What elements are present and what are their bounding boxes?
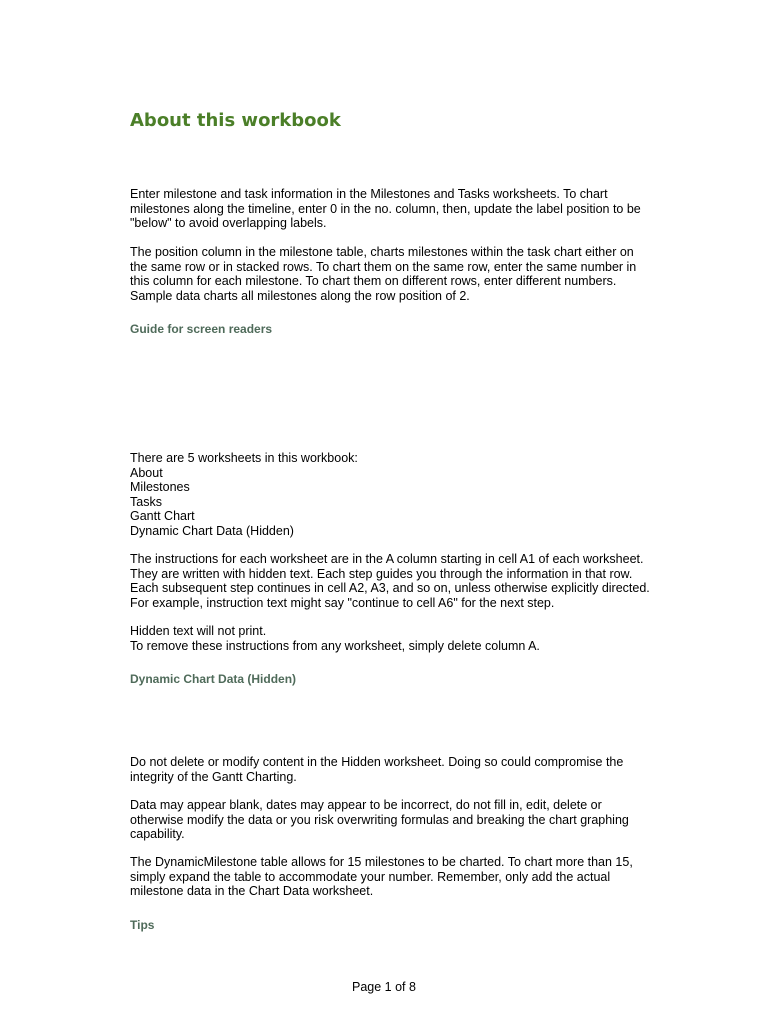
intro-paragraph-1: Enter milestone and task information in the Milestones and Tasks worksheets. To chart milestones along the timeline, enter 0 in the no. column, then, update the label position to be "below" to avoid overlapping labels.: [130, 187, 641, 231]
instructions-paragraph: The instructions for each worksheet are in the A column starting in cell A1 of each worksheet. They are written with hidden text. Each step guides you through the information in that row. Each subsequent step continues in cell A2, A3, and so on, unless otherwise explicitly directed. For example, instruction text might say "continue to cell A6" for the next step.: [130, 552, 650, 610]
heading-guide-screen-readers: Guide for screen readers: [130, 322, 273, 336]
page-number-footer: Page 1 of 8: [352, 980, 416, 994]
intro-paragraph-2: The position column in the milestone table, charts milestones within the task chart either on the same row or in stacked rows. To chart them on the same row, enter the same number in this column for each milestone. To chart them on different rows, enter different numbers. Sample data charts all milestones along the row position of 2.: [130, 245, 637, 303]
hidden-text-paragraph: Hidden text will not print. To remove these instructions from any worksheet, simply delete column A.: [130, 624, 540, 653]
worksheets-list-paragraph: There are 5 worksheets in this workbook: About Milestones Tasks Gantt Chart Dynamic Chart Data (Hidden): [130, 451, 358, 538]
heading-dynamic-chart-data: Dynamic Chart Data (Hidden): [130, 672, 297, 686]
heading-tips: Tips: [130, 918, 155, 932]
dynamic-milestone-paragraph: The DynamicMilestone table allows for 15 milestones to be charted. To chart more than 15, simply expand the table to accommodate your number. Remember, only add the actual milestone data in the Chart Data worksheet.: [130, 855, 633, 899]
hidden-worksheet-paragraph: Do not delete or modify content in the Hidden worksheet. Doing so could compromise the integrity of the Gantt Charting.: [130, 755, 624, 784]
data-blank-paragraph: Data may appear blank, dates may appear to be incorrect, do not fill in, edit, delete or otherwise modify the data or you risk overwriting formulas and breaking the chart graphing capability.: [130, 798, 629, 842]
page-title: About this workbook: [130, 110, 341, 131]
